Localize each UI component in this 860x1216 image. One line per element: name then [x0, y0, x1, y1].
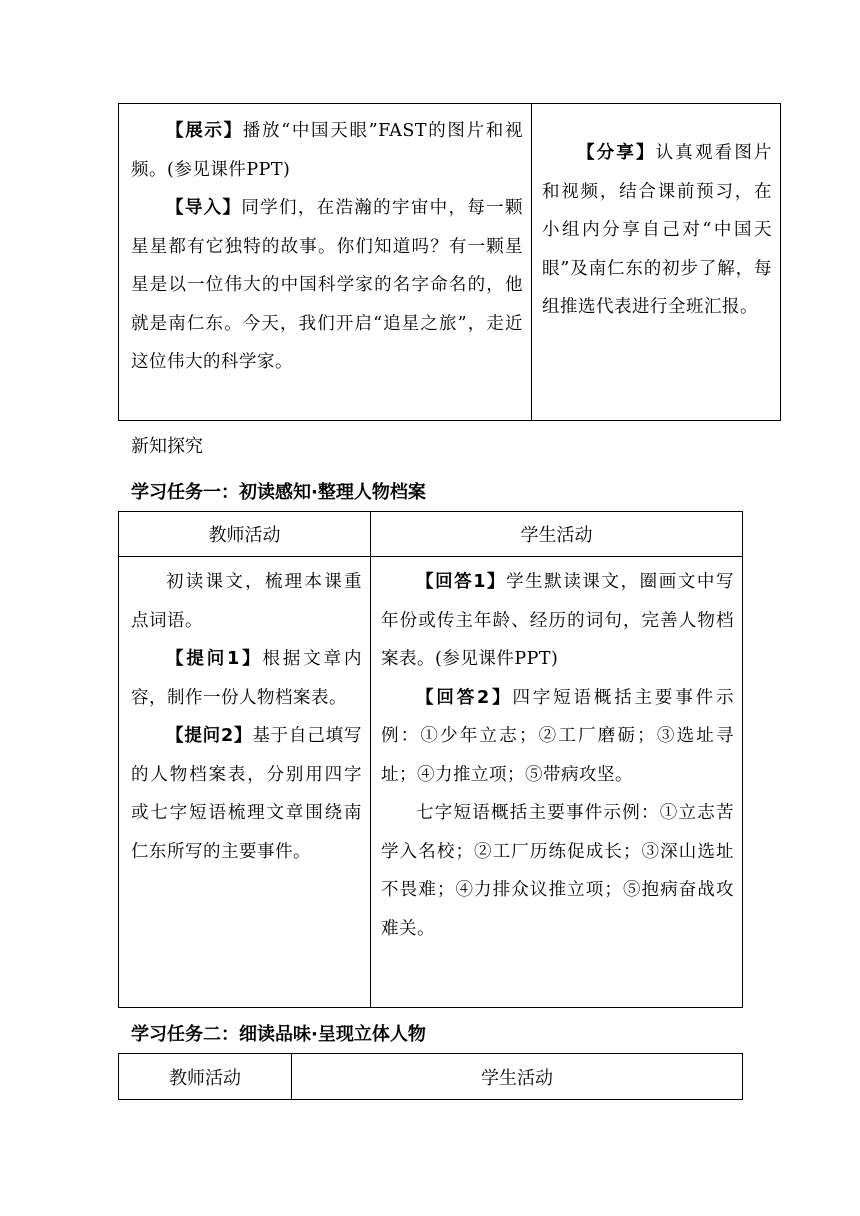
share-paragraph [542, 134, 772, 327]
intro-row [119, 104, 781, 421]
question2-text: 基于自己填写的人物档案表，分别用四字或七字短语梳理文章围绕南仁东所写的主要事件。 [131, 726, 362, 862]
answer2-text: 四字短语概括主要事件示例：①少年立志；②工厂磨砺；③选址寻址；④力推立项；⑤带病攻坚。 [381, 687, 734, 785]
intro-paragraph [131, 189, 523, 382]
task1-header-student: 学生活动 [371, 512, 743, 557]
task1-student-cell [371, 557, 743, 1008]
task2-header-teacher: 教师活动 [119, 1054, 292, 1100]
show-text: 播放“中国天眼”FAST的图片和视频。(参见课件PPT) [131, 121, 523, 180]
task1-teacher-cell [119, 557, 371, 1008]
intro-table [118, 103, 781, 421]
intro-tag: 【导入】 [166, 198, 242, 218]
answer1-text: 学生默读课文，圈画文中写年份或传主年龄、经历的词句，完善人物档案表。(参见课件PPT) [381, 572, 734, 669]
task1-title: 学习任务一：初读感知·整理人物档案 [131, 482, 426, 503]
task1-student-p1 [381, 563, 734, 679]
show-tag: 【展示】 [166, 121, 243, 141]
question2-tag: 【提问2】 [166, 726, 253, 746]
task1-header-row [119, 512, 743, 557]
intro-student-cell [532, 104, 781, 421]
answer1-tag: 【回答1】 [416, 572, 507, 592]
task1-student-p2 [381, 679, 734, 795]
task1-teacher-p2 [131, 640, 362, 717]
task2-table [118, 1053, 743, 1100]
task2-header-student: 学生活动 [292, 1054, 743, 1100]
question1-text: 根据文章内容，制作一份人物档案表。 [131, 649, 363, 708]
intro-text: 同学们，在浩瀚的宇宙中，每一颗星星都有它独特的故事。你们知道吗？有一颗星星是以一位伟大的中国科学家的名字命名的，他就是南仁东。今天，我们开启“追星之旅”，走近这位伟大的科学家。 [131, 198, 524, 372]
share-text: 认真观看图片和视频，结合课前预习，在小组内分享自己对“中国天眼”及南仁东的初步了解，每组推选代表进行全班汇报。 [542, 143, 773, 317]
task1-student-p3: 七字短语概括主要事件示例：①立志苦学入名校；②工厂历练促成长；③深山选址不畏难；④力排众议推立项；⑤抱病奋战攻难关。 [381, 803, 734, 939]
task2-header-row [119, 1054, 743, 1100]
show-paragraph [131, 112, 523, 189]
task1-header-teacher: 教师活动 [119, 512, 371, 557]
share-tag: 【分享】 [577, 143, 656, 163]
task1-body-row [119, 557, 743, 1008]
task1-teacher-p1: 初读课文，梳理本课重点词语。 [131, 572, 362, 631]
intro-teacher-cell [119, 104, 532, 421]
task1-teacher-p3 [131, 717, 362, 871]
section-new-knowledge: 新知探究 [131, 436, 203, 457]
answer2-tag: 【回答2】 [416, 687, 513, 708]
task2-title: 学习任务二：细读品味·呈现立体人物 [131, 1024, 426, 1045]
task1-table [118, 511, 743, 1008]
question1-tag: 【提问1】 [166, 649, 263, 669]
